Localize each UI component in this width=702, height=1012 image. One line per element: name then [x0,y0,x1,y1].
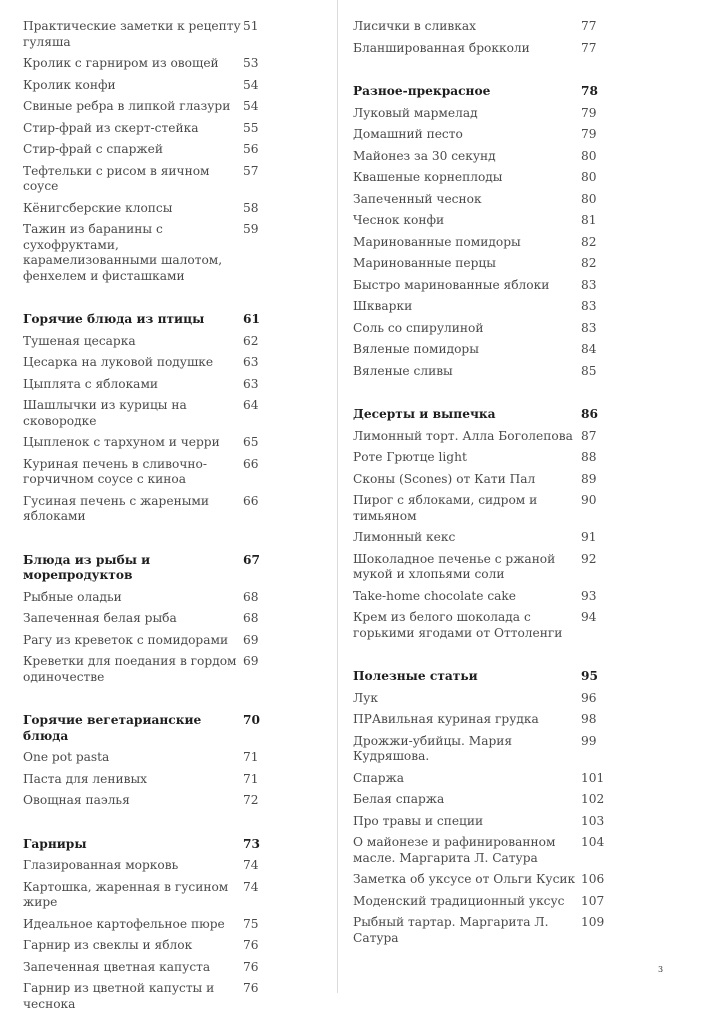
entry-page: 90 [581,493,597,507]
entry-title: Луковый мармелад [353,105,478,120]
entry-page: 64 [243,398,259,412]
section-title: Полезные статьи [353,669,478,683]
entry-page: 109 [581,915,605,929]
toc-entry[interactable] [23,334,273,350]
entry-page: 66 [243,456,259,471]
toc-entry[interactable] [353,278,611,294]
entry-title: Рыбные оладьи [23,589,122,604]
entry-title: Рыбный тартар. Маргарита Л. Сатура [353,915,549,945]
toc-entry[interactable] [23,435,273,451]
entry-page: 104 [581,835,605,849]
entry-title: Гарнир из свеклы и яблок [23,938,193,952]
section-title: Гарниры [23,836,87,851]
entry-page: 94 [581,610,597,624]
toc-entry[interactable] [353,106,611,122]
entry-title: Take-home chocolate cake [353,588,517,603]
toc-entry[interactable] [23,222,273,284]
entry-title: One pot pasta [23,750,110,764]
entry-title: Шашлычки из курицы на сковородке [23,398,187,428]
entry-title: Шкварки [353,299,413,313]
toc-entry[interactable] [353,691,611,707]
toc-entry[interactable] [23,917,273,933]
entry-title: Лимонный торт. Алла Боголепова [353,428,573,443]
entry-title: Стир-фрай из скерт-стейка [23,120,199,135]
entry-page: 77 [581,40,597,55]
toc-entry[interactable] [353,589,611,605]
toc-entry[interactable] [353,342,611,358]
toc-entry[interactable] [23,398,273,429]
toc-entry[interactable] [353,41,611,57]
toc-entry[interactable] [23,960,273,976]
entry-title: Глазированная морковь [23,858,179,872]
entry-title: Пирог с яблоками, сидром и тимьяном [353,493,538,523]
section-title: Десерты и выпечка [353,407,496,421]
entry-title: Стир-фрай с спаржей [23,142,163,156]
entry-page: 101 [581,770,605,785]
toc-entry[interactable] [23,99,273,115]
toc-entry[interactable] [353,792,611,808]
entry-title: Кролик с гарниром из овощей [23,56,219,70]
entry-page: 76 [243,959,259,974]
entry-page: 80 [581,170,597,184]
toc-section-heading[interactable] [353,669,611,685]
entry-page: 75 [243,916,259,931]
entry-page: 72 [243,793,259,807]
toc-entry[interactable] [23,590,273,606]
toc-entry[interactable] [353,872,611,888]
toc-entry[interactable] [23,355,273,371]
toc-entry[interactable] [23,457,273,488]
toc-entry[interactable] [353,364,611,380]
column-divider [337,0,338,993]
entry-title: Картошка, жаренная в гусином жире [23,879,229,909]
entry-page: 84 [581,342,597,356]
toc-section-heading[interactable] [353,84,611,100]
entry-title: Идеальное картофельное пюре [23,916,225,931]
entry-title: Маринованные помидоры [353,234,521,249]
entry-title: Заметка об уксусе от Ольги Кусик [353,872,576,886]
entry-page: 88 [581,450,597,464]
entry-page: 59 [243,222,259,236]
entry-title: Домашний песто [353,127,463,141]
section-page: 67 [243,552,260,567]
entry-title: Чеснок конфи [353,213,445,227]
section-page: 61 [243,312,260,326]
entry-title: Белая спаржа [353,792,445,806]
toc-entry[interactable] [23,377,273,393]
entry-title: Дрожжи-убийцы. Мария Кудряшова. [353,733,513,763]
entry-page: 103 [581,813,605,828]
toc-entry[interactable] [353,299,611,315]
entry-title: Про травы и специи [353,813,484,828]
entry-page: 77 [581,19,597,33]
section-page: 86 [581,407,598,421]
entry-page: 71 [243,771,259,786]
toc-entry[interactable] [353,235,611,251]
toc-entry[interactable] [23,772,273,788]
entry-page: 89 [581,471,597,486]
page-number: 3 [658,965,664,974]
entry-page: 58 [243,200,259,215]
toc-entry[interactable] [23,121,273,137]
entry-page: 106 [581,872,605,886]
entry-title: Кролик конфи [23,77,116,92]
toc-entry[interactable] [23,750,273,766]
toc-entry[interactable] [23,938,273,954]
toc-left-column [23,19,273,1012]
entry-page: 69 [243,632,259,647]
section-page: 95 [581,669,598,683]
toc-section-heading[interactable] [23,312,273,328]
toc-entry[interactable] [23,654,273,685]
toc-entry[interactable] [353,771,611,787]
entry-title: Вяленые помидоры [353,342,479,356]
toc-entry[interactable] [23,494,273,525]
entry-page: 76 [243,981,259,995]
entry-title: Шоколадное печенье с ржаной мукой и хлопьями соли [353,551,556,581]
entry-page: 80 [581,191,597,206]
entry-page: 54 [243,99,259,113]
toc-entry[interactable] [353,429,611,445]
entry-title: Маринованные перцы [353,256,496,270]
entry-page: 63 [243,355,259,369]
entry-title: Цыпленок с тархуном и черри [23,435,220,449]
entry-title: Быстро маринованные яблоки [353,277,550,292]
toc-entry[interactable] [353,552,611,583]
entry-page: 55 [243,120,259,135]
entry-title: Бланшированная брокколи [353,40,530,55]
entry-page: 80 [581,148,597,163]
entry-page: 65 [243,435,259,449]
section-title: Горячие блюда из птицы [23,312,205,326]
toc-entry[interactable] [353,192,611,208]
entry-title: Гарнир из цветной капусты и чеснока [23,981,215,1011]
entry-page: 81 [581,213,597,227]
entry-page: 69 [243,654,259,668]
entry-title: Майонез за 30 секунд [353,148,496,163]
entry-page: 71 [243,750,259,764]
toc-entry[interactable] [353,610,611,641]
entry-page: 87 [581,428,597,443]
toc-entry[interactable] [23,633,273,649]
entry-page: 102 [581,792,605,806]
toc-entry[interactable] [353,493,611,524]
toc-section-heading[interactable] [353,407,611,423]
toc-entry[interactable] [353,734,611,765]
entry-title: Роте Грютце light [353,450,467,464]
toc-entry[interactable] [353,835,611,866]
entry-title: ПРАвильная куриная грудка [353,712,539,726]
entry-page: 79 [581,127,597,141]
section-title: Горячие вегетарианские блюда [23,713,202,743]
toc-entry[interactable] [353,170,611,186]
toc-entry[interactable] [353,149,611,165]
entry-page: 99 [581,733,597,748]
toc-entry[interactable] [23,201,273,217]
toc-entry[interactable] [353,814,611,830]
entry-page: 92 [581,551,597,566]
toc-entry[interactable] [23,793,273,809]
section-page: 78 [581,84,598,98]
toc-entry[interactable] [23,858,273,874]
entry-title: Вяленые сливы [353,363,453,378]
entry-page: 83 [581,299,597,313]
toc-entry[interactable] [23,981,273,1012]
entry-page: 85 [581,363,597,378]
toc-section-heading[interactable] [23,837,273,853]
entry-title: Лимонный кекс [353,530,456,544]
entry-title: Тушеная цесарка [23,333,136,348]
entry-page: 74 [243,858,259,872]
entry-page: 91 [581,530,597,544]
entry-title: Запеченная цветная капуста [23,959,211,974]
entry-page: 96 [581,690,597,705]
entry-title: Тажин из баранины с сухофруктами, карамелизованными шалотом, фенхелем и фисташками [23,222,223,283]
entry-page: 68 [243,589,259,604]
entry-title: Крем из белого шоколада с горькими ягодами от Оттоленги [353,610,563,640]
entry-page: 68 [243,611,259,625]
entry-page: 53 [243,56,259,70]
entry-title: Куриная печень в сливочно-горчичном соусе с киноа [23,456,207,486]
toc-section-heading[interactable] [23,713,273,744]
entry-title: Сконы (Scones) от Кати Пал [353,471,536,486]
toc-entry[interactable] [23,56,273,72]
entry-title: Тефтельки с рисом в яичном соусе [23,163,210,193]
entry-title: Кёнигсберские клопсы [23,200,173,215]
entry-title: Спаржа [353,770,404,785]
entry-page: 93 [581,588,597,603]
entry-page: 51 [243,19,259,33]
section-title: Разное-прекрасное [353,84,491,98]
entry-title: Запеченный чеснок [353,191,482,206]
toc-section-heading[interactable] [23,553,273,584]
entry-title: Цесарка на луковой подушке [23,355,214,369]
entry-title: Лук [353,690,378,705]
entry-page: 54 [243,77,259,92]
entry-title: Цыплята с яблоками [23,376,159,391]
toc-entry[interactable] [23,142,273,158]
toc-entry[interactable] [23,164,273,195]
entry-title: Запеченная белая рыба [23,611,177,625]
section-page: 73 [243,836,260,851]
entry-page: 63 [243,376,259,391]
toc-entry[interactable] [23,880,273,911]
entry-page: 76 [243,938,259,952]
entry-page: 107 [581,893,605,908]
toc-entry[interactable] [353,450,611,466]
entry-title: Овощная паэлья [23,793,130,807]
toc-entry[interactable] [23,78,273,94]
entry-page: 79 [581,105,597,120]
entry-title: Гусиная печень с жареными яблоками [23,493,209,523]
entry-page: 56 [243,142,259,156]
entry-page: 57 [243,163,259,178]
entry-page: 83 [581,277,597,292]
entry-title: Моденский традиционный уксус [353,893,565,908]
toc-entry[interactable] [353,19,611,35]
toc-entry[interactable] [353,127,611,143]
entry-page: 98 [581,712,597,726]
toc-entry[interactable] [353,712,611,728]
toc-entry[interactable] [353,213,611,229]
toc-entry[interactable] [353,894,611,910]
entry-title: Квашеные корнеплоды [353,170,503,184]
entry-page: 74 [243,879,259,894]
toc-entry[interactable] [353,530,611,546]
toc-right-column [353,19,611,946]
entry-title: Креветки для поедания в гордом одиночестве [23,654,237,684]
entry-title: Соль со спирулиной [353,320,484,335]
entry-title: Паста для ленивых [23,771,148,786]
entry-page: 82 [581,234,597,249]
toc-entry[interactable] [23,611,273,627]
toc-entry[interactable] [353,915,611,946]
toc-entry[interactable] [353,472,611,488]
entry-title: Рагу из креветок с помидорами [23,632,229,647]
entry-page: 82 [581,256,597,270]
entry-title: Практические заметки к рецепту гуляша [23,19,241,49]
entry-title: Свиные ребра в липкой глазури [23,99,231,113]
toc-entry[interactable] [353,256,611,272]
entry-page: 62 [243,333,259,348]
entry-title: О майонезе и рафинированном масле. Маргарита Л. Сатура [353,835,556,865]
section-title: Блюда из рыбы и морепродуктов [23,552,151,582]
section-page: 70 [243,713,260,727]
toc-entry[interactable] [23,19,273,50]
entry-title: Лисички в сливках [353,19,476,33]
entry-page: 83 [581,320,597,335]
entry-page: 66 [243,493,259,508]
toc-entry[interactable] [353,321,611,337]
